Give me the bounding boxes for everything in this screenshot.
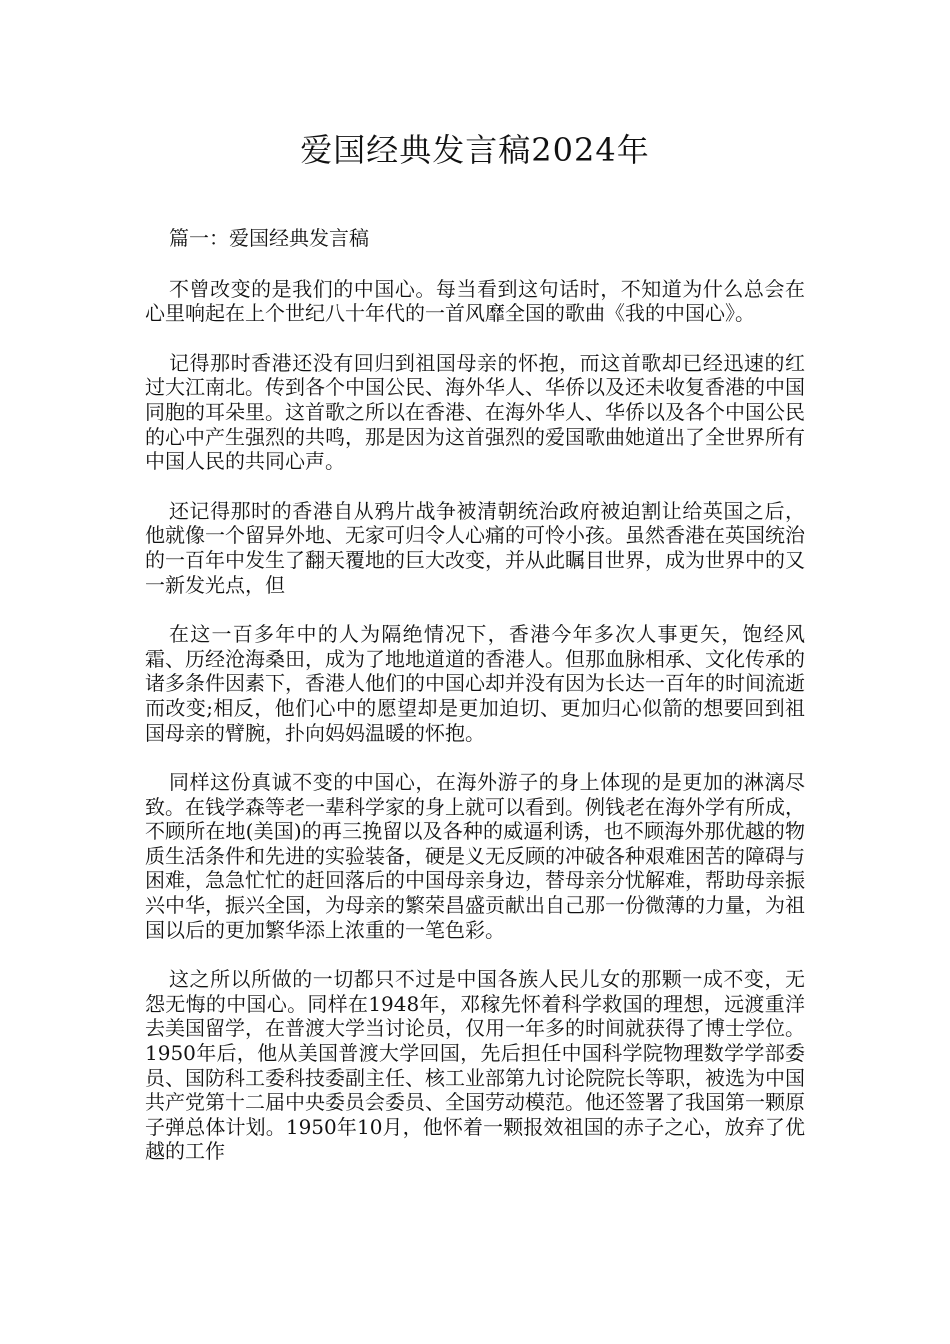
paragraph: 这之所以所做的一切都只不过是中国各族人民儿女的那颗一成不变，无怨无悔的中国心。同样在1948年，邓稼先怀着科学救国的理想，远渡重洋去美国留学，在普渡大学当讨论员，仅用一年多的时间就获得了博士学位。1950年后，他从美国普渡大学回国，先后担任中国科学院物理数学学部委员、国防科工委科技委副主任、核工业部第九讨论院院长等职，被选为中国共产党第十二届中央委员会委员、全国劳动模范。他还签署了我国第一颗原子弹总体计划。1950年10月，他怀着一颗报效祖国的赤子之心，放弃了优越的工作: [145, 967, 805, 1164]
paragraph: 同样这份真诚不变的中国心，在海外游子的身上体现的是更加的淋漓尽致。在钱学森等老一辈科学家的身上就可以看到。例钱老在海外学有所成，不顾所在地(美国)的再三挽留以及各种的威逼利诱，也不顾海外那优越的物质生活条件和先进的实验装备，硬是义无反顾的冲破各种艰难困苦的障碍与困难，急急忙忙的赶回落后的中国母亲身边，替母亲分忧解难，帮助母亲振兴中华，振兴全国，为母亲的繁荣昌盛贡献出自己那一份微薄的力量，为祖国以后的更加繁华添上浓重的一笔色彩。: [145, 770, 805, 942]
paragraph: 记得那时香港还没有回归到祖国母亲的怀抱，而这首歌却已经迅速的红过大江南北。传到各个中国公民、海外华人、华侨以及还未收复香港的中国同胞的耳朵里。这首歌之所以在香港、在海外华人、华侨以及各个中国公民的心中产生强烈的共鸣，那是因为这首强烈的爱国歌曲她道出了全世界所有中国人民的共同心声。: [145, 350, 805, 474]
section-heading: 篇一：爱国经典发言稿: [169, 226, 369, 250]
document-body: [145, 226, 805, 1189]
paragraph: 还记得那时的香港自从鸦片战争被清朝统治政府被迫割让给英国之后，他就像一个留异外地、无家可归令人心痛的可怜小孩。虽然香港在英国统治的一百年中发生了翻天覆地的巨大改变，并从此瞩目世界，成为世界中的又一新发光点，但: [145, 498, 805, 597]
paragraph: 不曾改变的是我们的中国心。每当看到这句话时，不知道为什么总会在心里响起在上个世纪八十年代的一首风靡全国的歌曲《我的中国心》。: [145, 276, 805, 326]
document-title: 爱国经典发言稿2024年: [300, 131, 650, 169]
paragraph: 在这一百多年中的人为隔绝情况下，香港今年多次人事更矢，饱经风霜、历经沧海桑田，成为了地地道道的香港人。但那血脉相承、文化传承的诸多条件因素下，香港人他们的中国心却并没有因为长达一百年的时间流逝而改变;相反，他们心中的愿望却是更加迫切、更加归心似箭的想要回到祖国母亲的臂腕，扑向妈妈温暖的怀抱。: [145, 622, 805, 745]
